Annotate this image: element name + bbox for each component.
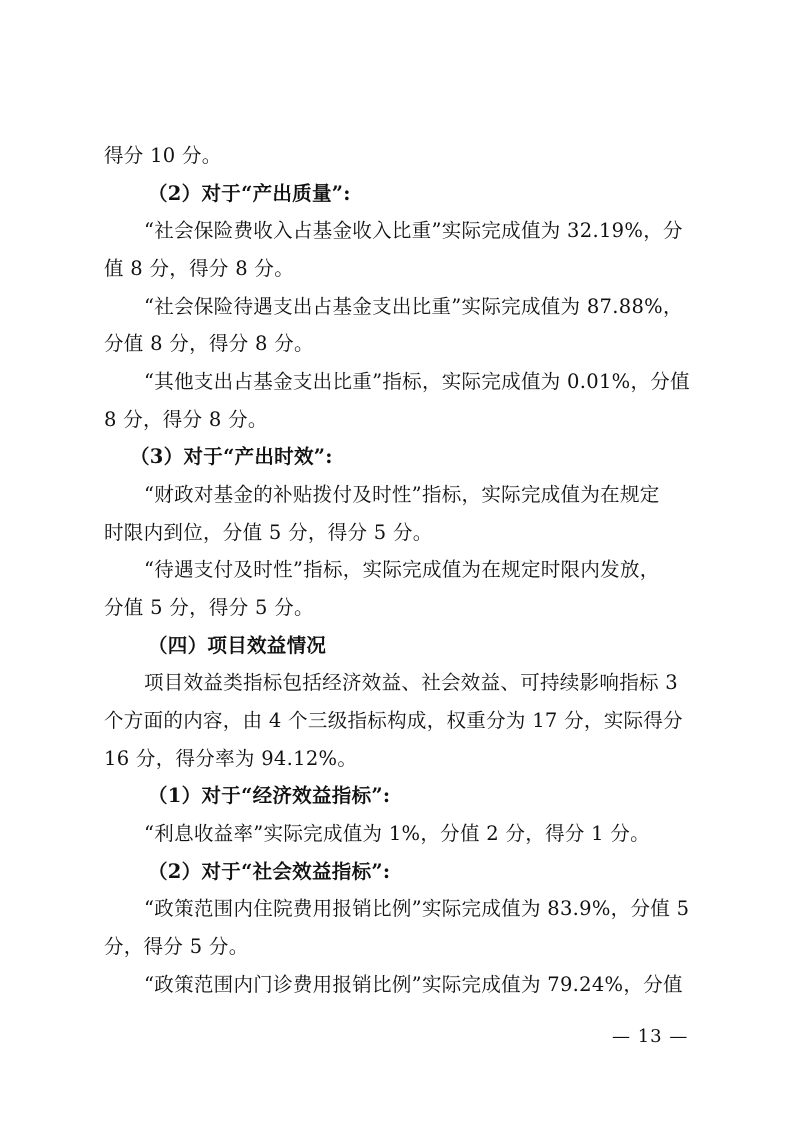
text-line: 16 分，得分率为 94.12%。 bbox=[104, 747, 358, 770]
section-subheading: （3）对于“产出时效”: bbox=[130, 445, 333, 468]
text-line: 个方面的内容，由 4 个三级指标构成，权重分为 17 分，实际得分 bbox=[104, 709, 683, 732]
text-line: 项目效益类指标包括经济效益、社会效益、可持续影响指标 3 bbox=[144, 671, 679, 694]
section-subheading: （1）对于“经济效益指标”: bbox=[148, 784, 391, 807]
section-subheading: （2）对于“产出质量”: bbox=[148, 182, 351, 205]
text-line: 8 分，得分 8 分。 bbox=[104, 408, 268, 431]
text-line: “待遇支付及时性”指标，实际完成值为在规定时限内发放， bbox=[144, 558, 660, 581]
text-line: 时限内到位，分值 5 分，得分 5 分。 bbox=[104, 521, 433, 544]
text-line: “利息收益率”实际完成值为 1%，分值 2 分，得分 1 分。 bbox=[144, 822, 650, 845]
text-line: “政策范围内住院费用报销比例”实际完成值为 83.9%，分值 5 bbox=[144, 897, 690, 920]
text-line: “社会保险待遇支出占基金支出比重”实际完成值为 87.88%， bbox=[144, 295, 683, 318]
text-line: 分，得分 5 分。 bbox=[104, 935, 249, 958]
text-line: “社会保险费收入占基金收入比重”实际完成值为 32.19%，分 bbox=[144, 219, 683, 242]
section-heading: （四）项目效益情况 bbox=[148, 634, 327, 657]
text-line: “其他支出占基金支出比重”指标，实际完成值为 0.01%，分值 bbox=[144, 370, 690, 393]
text-line: “政策范围内门诊费用报销比例”实际完成值为 79.24%，分值 bbox=[144, 973, 683, 996]
text-line: “财政对基金的补贴拨付及时性”指标，实际完成值为在规定 bbox=[144, 483, 660, 506]
text-line: 分值 5 分，得分 5 分。 bbox=[104, 596, 314, 619]
section-subheading: （2）对于“社会效益指标”: bbox=[148, 860, 391, 883]
text-line: 值 8 分，得分 8 分。 bbox=[104, 257, 295, 280]
page-number: — 13 — bbox=[612, 1026, 689, 1047]
text-line: 得分 10 分。 bbox=[104, 144, 222, 167]
text-line: 分值 8 分，得分 8 分。 bbox=[104, 332, 314, 355]
